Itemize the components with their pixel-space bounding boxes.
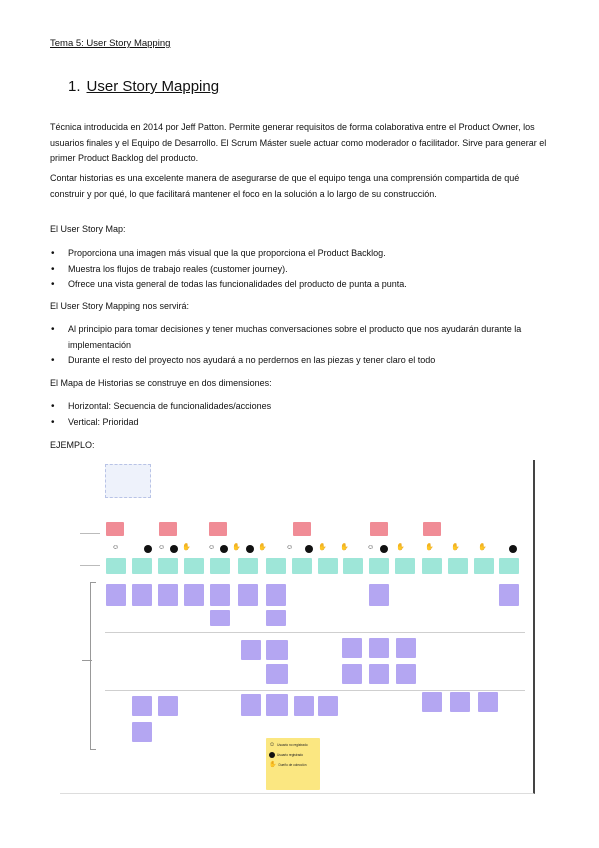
usm-benefits-list	[50, 246, 550, 293]
story-note	[396, 664, 416, 684]
story-note	[369, 584, 389, 606]
backbone-note	[343, 558, 363, 574]
story-note	[478, 692, 498, 712]
row-label-mark	[80, 533, 100, 534]
story-note	[369, 638, 389, 658]
story-note	[241, 640, 261, 660]
backbone-note	[499, 558, 519, 574]
release-divider	[105, 690, 525, 691]
story-note	[266, 664, 288, 684]
hint-note	[105, 464, 151, 498]
backbone-note	[158, 558, 178, 574]
activity-note	[293, 522, 311, 536]
user-icon: ☺	[208, 544, 216, 551]
user-icon: ☺	[286, 544, 294, 551]
storytelling-paragraph: Contar historias es una excelente manera de asegurarse de que el equipo tenga una comprensión compartida de qué construir y por qué, lo que facilitará mantener el foco en la solución a lo largo de su construcción.	[50, 173, 520, 199]
registered-user-icon	[144, 545, 152, 553]
owner-hand-icon: ✋	[451, 544, 460, 551]
story-note	[132, 584, 152, 606]
story-note	[450, 692, 470, 712]
owner-hand-icon: ✋	[396, 544, 405, 551]
dimensions-label: El Mapa de Historias se construye en dos dimensiones:	[50, 378, 272, 388]
backbone-note	[318, 558, 338, 574]
legend-item	[269, 752, 317, 758]
backbone-note	[132, 558, 152, 574]
story-map-diagram	[60, 460, 535, 794]
registered-user-icon	[380, 545, 388, 553]
list-item: • Durante el resto del proyecto nos ayudará a no perdernos en las piezas y tener claro el todo	[50, 353, 550, 369]
story-note	[158, 696, 178, 716]
registered-user-icon	[269, 752, 275, 758]
heading-title: User Story Mapping	[86, 78, 220, 95]
story-note	[396, 638, 416, 658]
dimensions-list	[50, 399, 550, 430]
legend-note	[266, 738, 320, 790]
page-header: Tema 5: User Story Mapping	[50, 38, 171, 49]
story-note	[342, 664, 362, 684]
usm-uses-label: El User Story Mapping nos servirá:	[50, 301, 190, 311]
intro-paragraph: Técnica introducida en 2014 por Jeff Patton. Permite generar requisitos de forma colaborativa entre el Product Owner, los usuarios finales y el Equipo de Desarrollo. El Scrum Máster suele actuar como moderador o facilitador. Sirve para generar el primer Product Backlog del producto.	[50, 122, 547, 163]
registered-user-icon	[305, 545, 313, 553]
owner-hand-icon: ✋	[182, 544, 191, 551]
registered-user-icon	[246, 545, 254, 553]
example-label: EJEMPLO:	[50, 440, 95, 450]
owner-hand-icon: ✋	[340, 544, 349, 551]
owner-hand-icon: ✋	[425, 544, 434, 551]
list-item: • Horizontal: Secuencia de funcionalidades/acciones	[50, 399, 550, 415]
legend-item	[269, 742, 317, 748]
story-note	[210, 610, 230, 626]
user-icon: ☺	[269, 742, 276, 748]
story-note	[132, 722, 152, 742]
story-note	[184, 584, 204, 606]
story-note	[241, 694, 261, 716]
user-icon: ☺	[112, 544, 120, 551]
list-item: • Muestra los flujos de trabajo reales (customer journey).	[50, 262, 550, 278]
list-item: • Ofrece una vista general de todas las funcionalidades del producto de punta a punta.	[50, 277, 550, 293]
list-item: • Vertical: Prioridad	[50, 415, 550, 431]
story-note	[294, 696, 314, 716]
release-divider	[105, 632, 525, 633]
story-note	[318, 696, 338, 716]
owner-hand-icon: ✋	[258, 544, 267, 551]
row-label-mark	[80, 565, 100, 566]
story-note	[266, 694, 288, 716]
registered-user-icon	[220, 545, 228, 553]
owner-hand-icon: ✋	[269, 762, 277, 768]
story-note	[132, 696, 152, 716]
backbone-note	[266, 558, 286, 574]
story-note	[266, 584, 286, 606]
user-icon: ☺	[158, 544, 166, 551]
story-note	[238, 584, 258, 606]
legend-label: Usuario no registrado	[277, 743, 308, 747]
user-icon: ☺	[367, 544, 375, 551]
list-item: • Al principio para tomar decisiones y tener muchas conversaciones sobre el producto que nos ayudarán durante la implementación	[50, 322, 550, 353]
backbone-note	[369, 558, 389, 574]
usm-intro-label: El User Story Map:	[50, 224, 126, 234]
registered-user-icon	[509, 545, 517, 553]
story-note	[369, 664, 389, 684]
legend-label: Dueño de colección	[278, 763, 307, 767]
backbone-note	[184, 558, 204, 574]
backbone-note	[238, 558, 258, 574]
backbone-note	[395, 558, 415, 574]
legend-item	[269, 762, 317, 768]
backbone-note	[106, 558, 126, 574]
story-note	[106, 584, 126, 606]
backbone-note	[474, 558, 494, 574]
activity-note	[423, 522, 441, 536]
story-note	[158, 584, 178, 606]
activity-note	[159, 522, 177, 536]
backbone-note	[422, 558, 442, 574]
legend-label: Usuario registrado	[277, 753, 304, 757]
story-note	[499, 584, 519, 606]
backbone-note	[292, 558, 312, 574]
story-note	[422, 692, 442, 712]
usm-uses-list	[50, 322, 550, 369]
priority-brace-tick	[82, 660, 92, 670]
activity-note	[209, 522, 227, 536]
owner-hand-icon: ✋	[318, 544, 327, 551]
owner-hand-icon: ✋	[232, 544, 241, 551]
story-note	[266, 610, 286, 626]
list-item: • Proporciona una imagen más visual que la que proporciona el Product Backlog.	[50, 246, 550, 262]
registered-user-icon	[170, 545, 178, 553]
heading-number: 1.	[68, 78, 81, 95]
story-note	[342, 638, 362, 658]
activity-note	[106, 522, 124, 536]
section-heading	[68, 78, 219, 95]
story-note	[210, 584, 230, 606]
backbone-note	[448, 558, 468, 574]
owner-hand-icon: ✋	[478, 544, 487, 551]
story-note	[266, 640, 288, 660]
backbone-note	[210, 558, 230, 574]
activity-note	[370, 522, 388, 536]
